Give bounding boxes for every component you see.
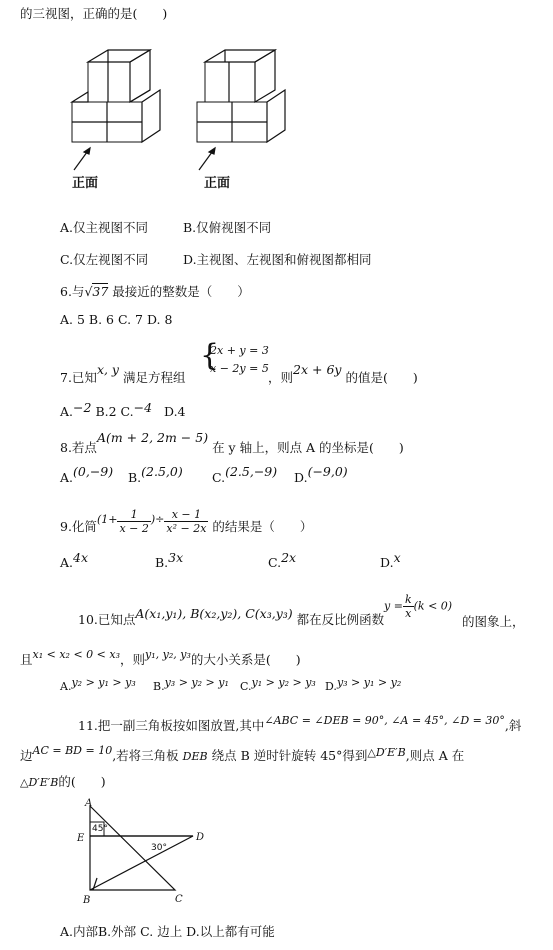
q10-function: y = $\frac{k}{x}$ (k < 0) [384, 593, 453, 620]
sqrt-symbol: √ [84, 284, 93, 299]
q8-point: A(m + 2, 2m − 5) [96, 430, 209, 445]
option-c: C.仅左视图不同 [60, 252, 149, 267]
option-d: D.主视图、左视图和俯视图都相同 [183, 252, 372, 267]
figure-caption-right: 正面 [204, 176, 231, 191]
q6-suffix: 最接近的整数是（ ） [112, 284, 250, 299]
cube-figure-right [185, 40, 295, 190]
q7-prefix-line [60, 362, 186, 386]
q8-option-c: C.(2.5,−9) [212, 464, 278, 485]
figure-caption-left: 正面 [72, 176, 99, 191]
q9-option-a: A.4x [60, 550, 89, 570]
q10-option-c: C.y₁ > y₂ > y₃ [240, 676, 316, 693]
label-30: 30° [151, 843, 167, 853]
label-a: A [85, 798, 93, 809]
question-9: 9.化简(1+ $\frac{1}{x - 2}$ )÷ $\frac{x - 1}{\text{x² − 2x}}$ 的结果是（ ） [60, 508, 313, 535]
q11-options: A.内部B.外部 C. 边上 D.以上都有可能 [60, 924, 275, 939]
q6-prefix: 6.与 [60, 284, 85, 299]
q7-eq1: 2x + y = 3 [210, 344, 269, 357]
q7-options: A.−2 B.2 C.−4 D.4 [60, 400, 186, 419]
q8-option-a: A.(0,−9) [60, 464, 114, 485]
label-e: E [77, 833, 85, 844]
q9-option-c: C.2x [268, 550, 297, 570]
label-d: D [196, 832, 205, 843]
question-11-line-2: 边AC = BD = 10,若将三角板 DEB 绕点 B 逆时针旋转 45°得到△D′E′B,则点 A 在 [20, 744, 465, 763]
q7-mid: 满足方程组 [122, 370, 186, 385]
q9-option-d: D.x [380, 550, 401, 570]
option-a: A.仅主视图不同 [60, 220, 149, 235]
label-c: C [175, 894, 183, 905]
q7-vars: x, y [96, 362, 119, 377]
question-8: 8.若点A(m + 2, 2m − 5) 在 y 轴上，则点 A 的坐标是( ) [60, 430, 404, 455]
question-stem-tail: 的三视图，正确的是( ) [20, 6, 168, 21]
q10-option-d: D.y₃ > y₁ > y₂ [325, 676, 402, 693]
q9-option-b: B.3x [155, 550, 184, 570]
label-b: B [83, 895, 91, 906]
q10-line-2: 且x₁ < x₂ < 0 < x₃，则y₁, y₂, y₃的大小关系是( ) [20, 648, 301, 667]
question-11-line-3: △D′E′B的( ) [20, 774, 106, 789]
q10-option-a: A.y₂ > y₁ > y₃ [60, 676, 136, 693]
question-11-line-1: 11.把一副三角板按如图放置,其中∠ABC = ∠DEB = 90°, ∠A = 45°, ∠D = 30°,斜 [78, 714, 522, 733]
q8-option-d: D.(−9,0) [294, 464, 348, 485]
q7-suffix: 的值是( ) [345, 370, 418, 385]
question-6 [60, 282, 250, 300]
system-brace: { [200, 338, 220, 373]
q7-eq2: x − 2y = 5 [210, 362, 269, 375]
q10-suffix: 的图象上， [462, 614, 525, 629]
q7-then: ，则 [268, 370, 294, 385]
q7-prefix: 7.已知 [60, 370, 97, 385]
option-b: B.仅俯视图不同 [183, 220, 272, 235]
q10-option-b: B.y₃ > y₂ > y₁ [153, 676, 229, 693]
cube-figure-left [60, 40, 170, 190]
q7-expr: 2x + 6y [293, 362, 342, 377]
q8-option-b: B.(2.5,0) [128, 464, 183, 485]
label-45: 45° [92, 824, 108, 834]
q7-then-line [268, 362, 418, 386]
q6-options: A. 5 B. 6 C. 7 D. 8 [60, 312, 173, 327]
question-10: 10.已知点A(x₁,y₁), B(x₂,y₂), C(x₃,y₃) 都在反比例函数 [78, 606, 385, 627]
q6-radicand: 37 [92, 284, 109, 299]
triangle-diagram [75, 798, 215, 908]
triangle-deb [90, 836, 193, 890]
